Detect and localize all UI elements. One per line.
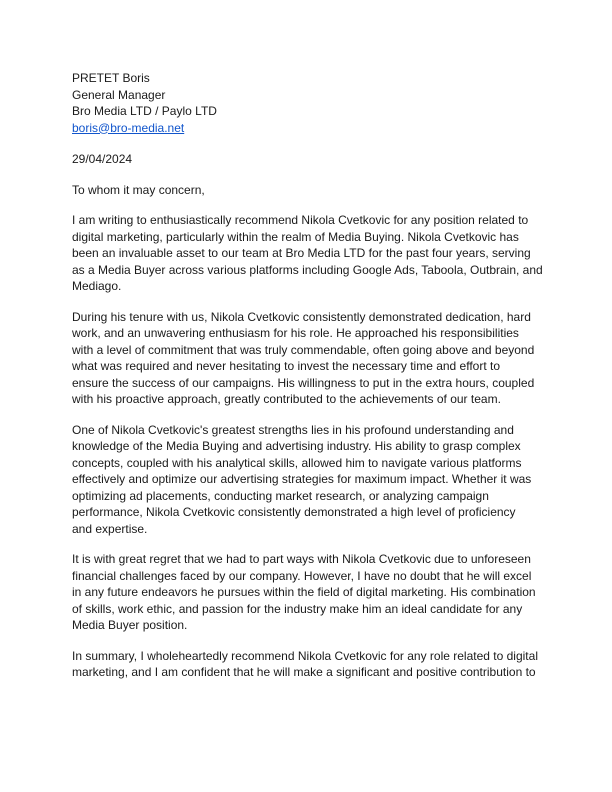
letter-date: 29/04/2024 (72, 152, 133, 166)
paragraph-introduction: I am writing to enthusiastically recommend Nikola Cvetkovic for any position related to digital marketing, particularly within the realm of Media Buying. Nikola Cvetkovic has been an invaluable asset to our team at Bro Media LTD for the past four years, serving as a Media Buyer across various platforms including Google Ads, Taboola, Outbrain, and Mediago. (72, 213, 543, 293)
sender-block (72, 70, 552, 136)
sender-name: PRETET Boris (72, 71, 150, 85)
sender-company: Bro Media LTD / Paylo LTD (72, 104, 217, 118)
paragraph-tenure: During his tenure with us, Nikola Cvetkovic consistently demonstrated dedication, hard work, and an unwavering enthusiasm for his role. He approached his responsibilities with a level of commitment that was truly commendable, often going above and beyond what was required and never hesitating to invest the necessary time and effort to ensure the success of our campaigns. His willingness to put in the extra hours, coupled with his proactive approach, greatly contributed to the achievements of our team. (72, 309, 535, 406)
paragraph-summary: In summary, I wholeheartedly recommend Nikola Cvetkovic for any role related to digital marketing, and I am confident that he will make a significant and positive contribution to (72, 648, 538, 679)
sender-email-link[interactable]: boris@bro-media.net (72, 120, 185, 135)
paragraph-departure: It is with great regret that we had to part ways with Nikola Cvetkovic due to unforeseen financial challenges faced by our company. However, I have no doubt that he will excel in any future endeavors he pursues within the field of digital marketing. His combination of skills, work ethic, and passion for the industry make him an ideal candidate for any Media Buyer position. (72, 552, 536, 632)
paragraph-strengths: One of Nikola Cvetkovic's greatest strengths lies in his profound understanding and knowledge of the Media Buying and advertising industry. His ability to grasp complex concepts, coupled with his analytical skills, allowed him to navigate various platforms effectively and optimize our advertising strategies for maximum impact. Whether it was optimizing ad placements, conducting market research, or analyzing campaign performance, Nikola Cvetkovic consistently demonstrated a high level of proficiency and expertise. (72, 422, 532, 536)
sender-title: General Manager (72, 87, 166, 102)
letter-page (72, 70, 552, 695)
salutation: To whom it may concern, (72, 182, 205, 197)
